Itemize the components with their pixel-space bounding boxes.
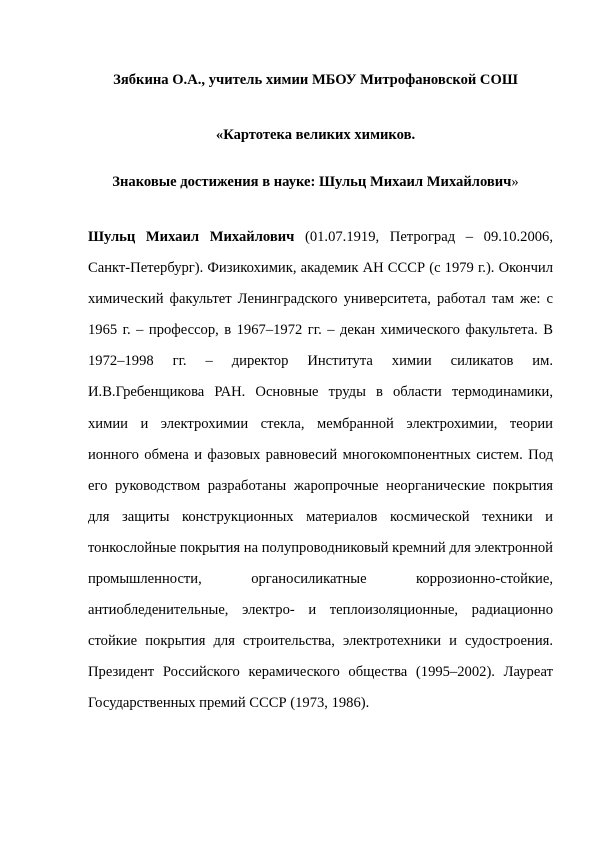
author-line: Зябкина О.А., учитель химии МБОУ Митрофановской СОШ bbox=[113, 72, 518, 88]
bio-paragraph bbox=[88, 222, 553, 720]
topic-closing-quote: » bbox=[511, 174, 519, 190]
card-title: «Картотека великих химиков. bbox=[215, 127, 416, 143]
bio-text: (01.07.1919, Петроград – 09.10.2006, Санкт-Петербург). Физикохимик, академик АН СССР (с 1979 г.). Окончил химический факультет Ленинградского университета, работал там же: с 1965 г. – профессор, в 1967–1972 гг. – декан химического факультета. В 1972–1998 гг. – директор Института химии силикатов им. И.В.Гребенщикова РАН. Основные труды в области термодинамики, химии и электрохимии стекла, мембранной электрохимии, теории ионного обмена и фазовых равновесий многокомпонентных систем. Под его руководством разработаны жаропрочные неорганические покрытия для защиты конструкционных материалов космической техники и тонкослойные покрытия на полупроводниковый кремний для электронной промышленности, органосиликатные коррозионно-стойкие, антиобледенительные, электро- и теплоизоляционные, радиационно стойкие покрытия для строительства, электротехники и судостроения. Президент Российского керамического общества (1995–2002). Лауреат Государственных премий СССР (1973, 1986). bbox=[88, 229, 553, 712]
topic-heading bbox=[0, 173, 595, 191]
topic-main: Знаковые достижения в науке: Шульц Михаил Михайлович bbox=[112, 174, 512, 190]
bio-name: Шульц Михаил Михайлович bbox=[88, 229, 295, 245]
